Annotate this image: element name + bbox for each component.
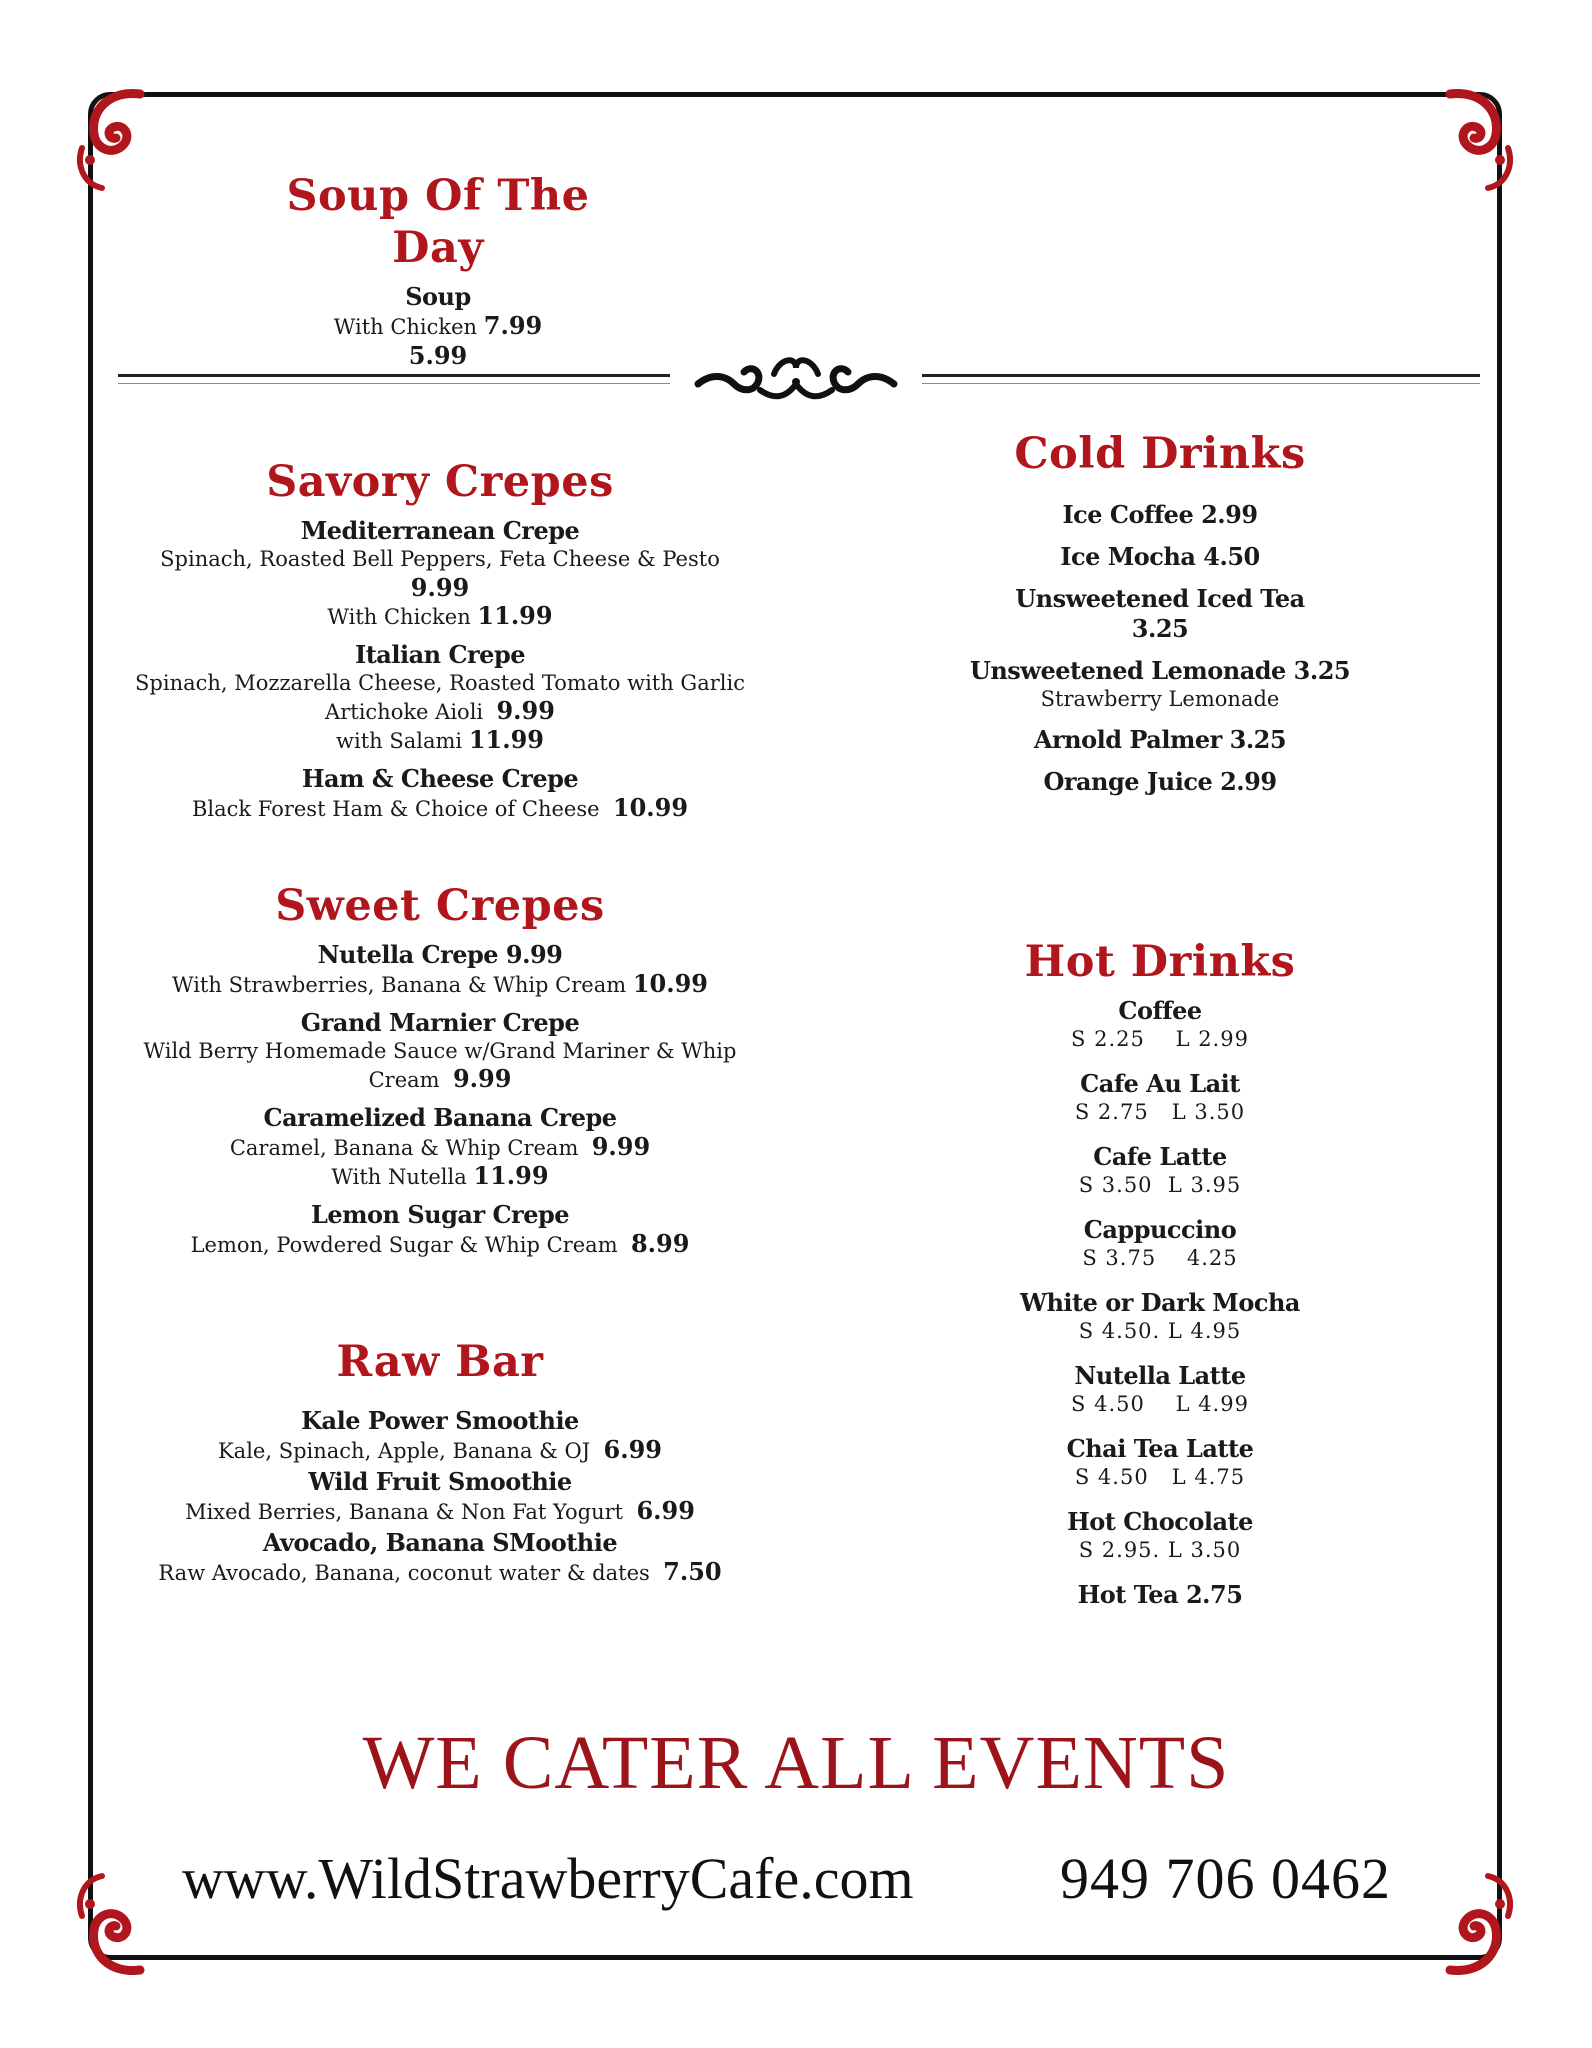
soup-price: 5.99 [408, 341, 468, 370]
raw-bar-section [110, 1336, 770, 1596]
menu-item: Grand Marnier Crepe Wild Berry Homemade Sauce w/Grand Mariner & Whip Cream 9.99 [143, 1008, 737, 1093]
corner-flourish-icon [70, 1868, 166, 1978]
corner-flourish-icon [70, 86, 166, 196]
menu-item: Coffee S 2.25 L 2.99 [1071, 996, 1249, 1051]
phone-number[interactable]: 949 706 0462 [1060, 1846, 1391, 1911]
menu-item: Italian Crepe Spinach, Mozzarella Cheese, Roasted Tomato with Garlic Artichoke Aioli 9.99 with Salami 11.99 [135, 640, 745, 754]
menu-item: Mediterranean Crepe Spinach, Roasted Bell Peppers, Feta Cheese & Pesto 9.99 With Chicken 11.99 [160, 516, 720, 630]
raw-heading: Raw Bar [336, 1337, 544, 1387]
cold-heading: Cold Drinks [1014, 429, 1306, 479]
menu-item: Cappuccino S 3.75 4.25 [1082, 1215, 1238, 1270]
soup-option: With Chicken 7.99 [333, 311, 543, 340]
savory-heading: Savory Crepes [266, 457, 614, 507]
menu-item: Ice Coffee 2.99 [1062, 500, 1258, 529]
menu-item: Nutella Crepe 9.99 With Strawberries, Banana & Whip Cream 10.99 [172, 940, 708, 998]
menu-item: Hot Tea 2.75 [1077, 1580, 1243, 1609]
menu-item: Cafe Au Lait S 2.75 L 3.50 [1074, 1069, 1246, 1124]
menu-item: Caramelized Banana Crepe Caramel, Banana & Whip Cream 9.99 With Nutella 11.99 [229, 1103, 651, 1190]
menu-item: Nutella Latte S 4.50 L 4.99 [1071, 1361, 1249, 1416]
sweet-crepes-section [110, 880, 770, 1268]
scroll-ornament-icon [690, 344, 902, 414]
savory-crepes-section [110, 456, 770, 832]
corner-flourish-icon [1424, 86, 1520, 196]
corner-flourish-icon [1424, 1868, 1520, 1978]
menu-item: White or Dark Mocha S 4.50. L 4.95 [1020, 1288, 1300, 1343]
menu-item: Ham & Cheese Crepe Black Forest Ham & Choice of Cheese 10.99 [191, 764, 689, 822]
menu-item: Kale Power Smoothie Kale, Spinach, Apple, Banana & OJ 6.99 [217, 1406, 662, 1464]
hot-drinks-section [930, 936, 1390, 1619]
menu-item: Lemon Sugar Crepe Lemon, Powdered Sugar & Whip Cream 8.99 [190, 1200, 690, 1258]
menu-item: Unsweetened Lemonade 3.25 Strawberry Lemonade [969, 656, 1351, 711]
soup-heading: Soup Of The Day [286, 171, 590, 273]
menu-item: Avocado, Banana SMoothie Raw Avocado, Banana, coconut water & dates 7.50 [158, 1528, 722, 1586]
website-link[interactable]: www.WildStrawberryCafe.com [182, 1846, 914, 1911]
menu-item: Chai Tea Latte S 4.50 L 4.75 [1066, 1434, 1254, 1489]
sweet-heading: Sweet Crepes [275, 881, 605, 931]
hot-heading: Hot Drinks [1024, 937, 1296, 987]
menu-item: Wild Fruit Smoothie Mixed Berries, Banana & Non Fat Yogurt 6.99 [185, 1467, 695, 1525]
menu-item: Hot Chocolate S 2.95. L 3.50 [1067, 1507, 1253, 1562]
menu-item: Cafe Latte S 3.50 L 3.95 [1078, 1142, 1242, 1197]
menu-item: Arnold Palmer 3.25 [1033, 725, 1287, 754]
soup-name: Soup [405, 282, 471, 311]
cold-drinks-section [930, 428, 1390, 806]
section-divider [118, 344, 1480, 414]
menu-item: Unsweetened Iced Tea 3.25 [1015, 584, 1305, 643]
soup-section [238, 170, 638, 370]
menu-item: Ice Mocha 4.50 [1060, 542, 1260, 571]
menu-item: Orange Juice 2.99 [1043, 767, 1277, 796]
catering-banner: WE CATER ALL EVENTS [362, 1721, 1230, 1805]
